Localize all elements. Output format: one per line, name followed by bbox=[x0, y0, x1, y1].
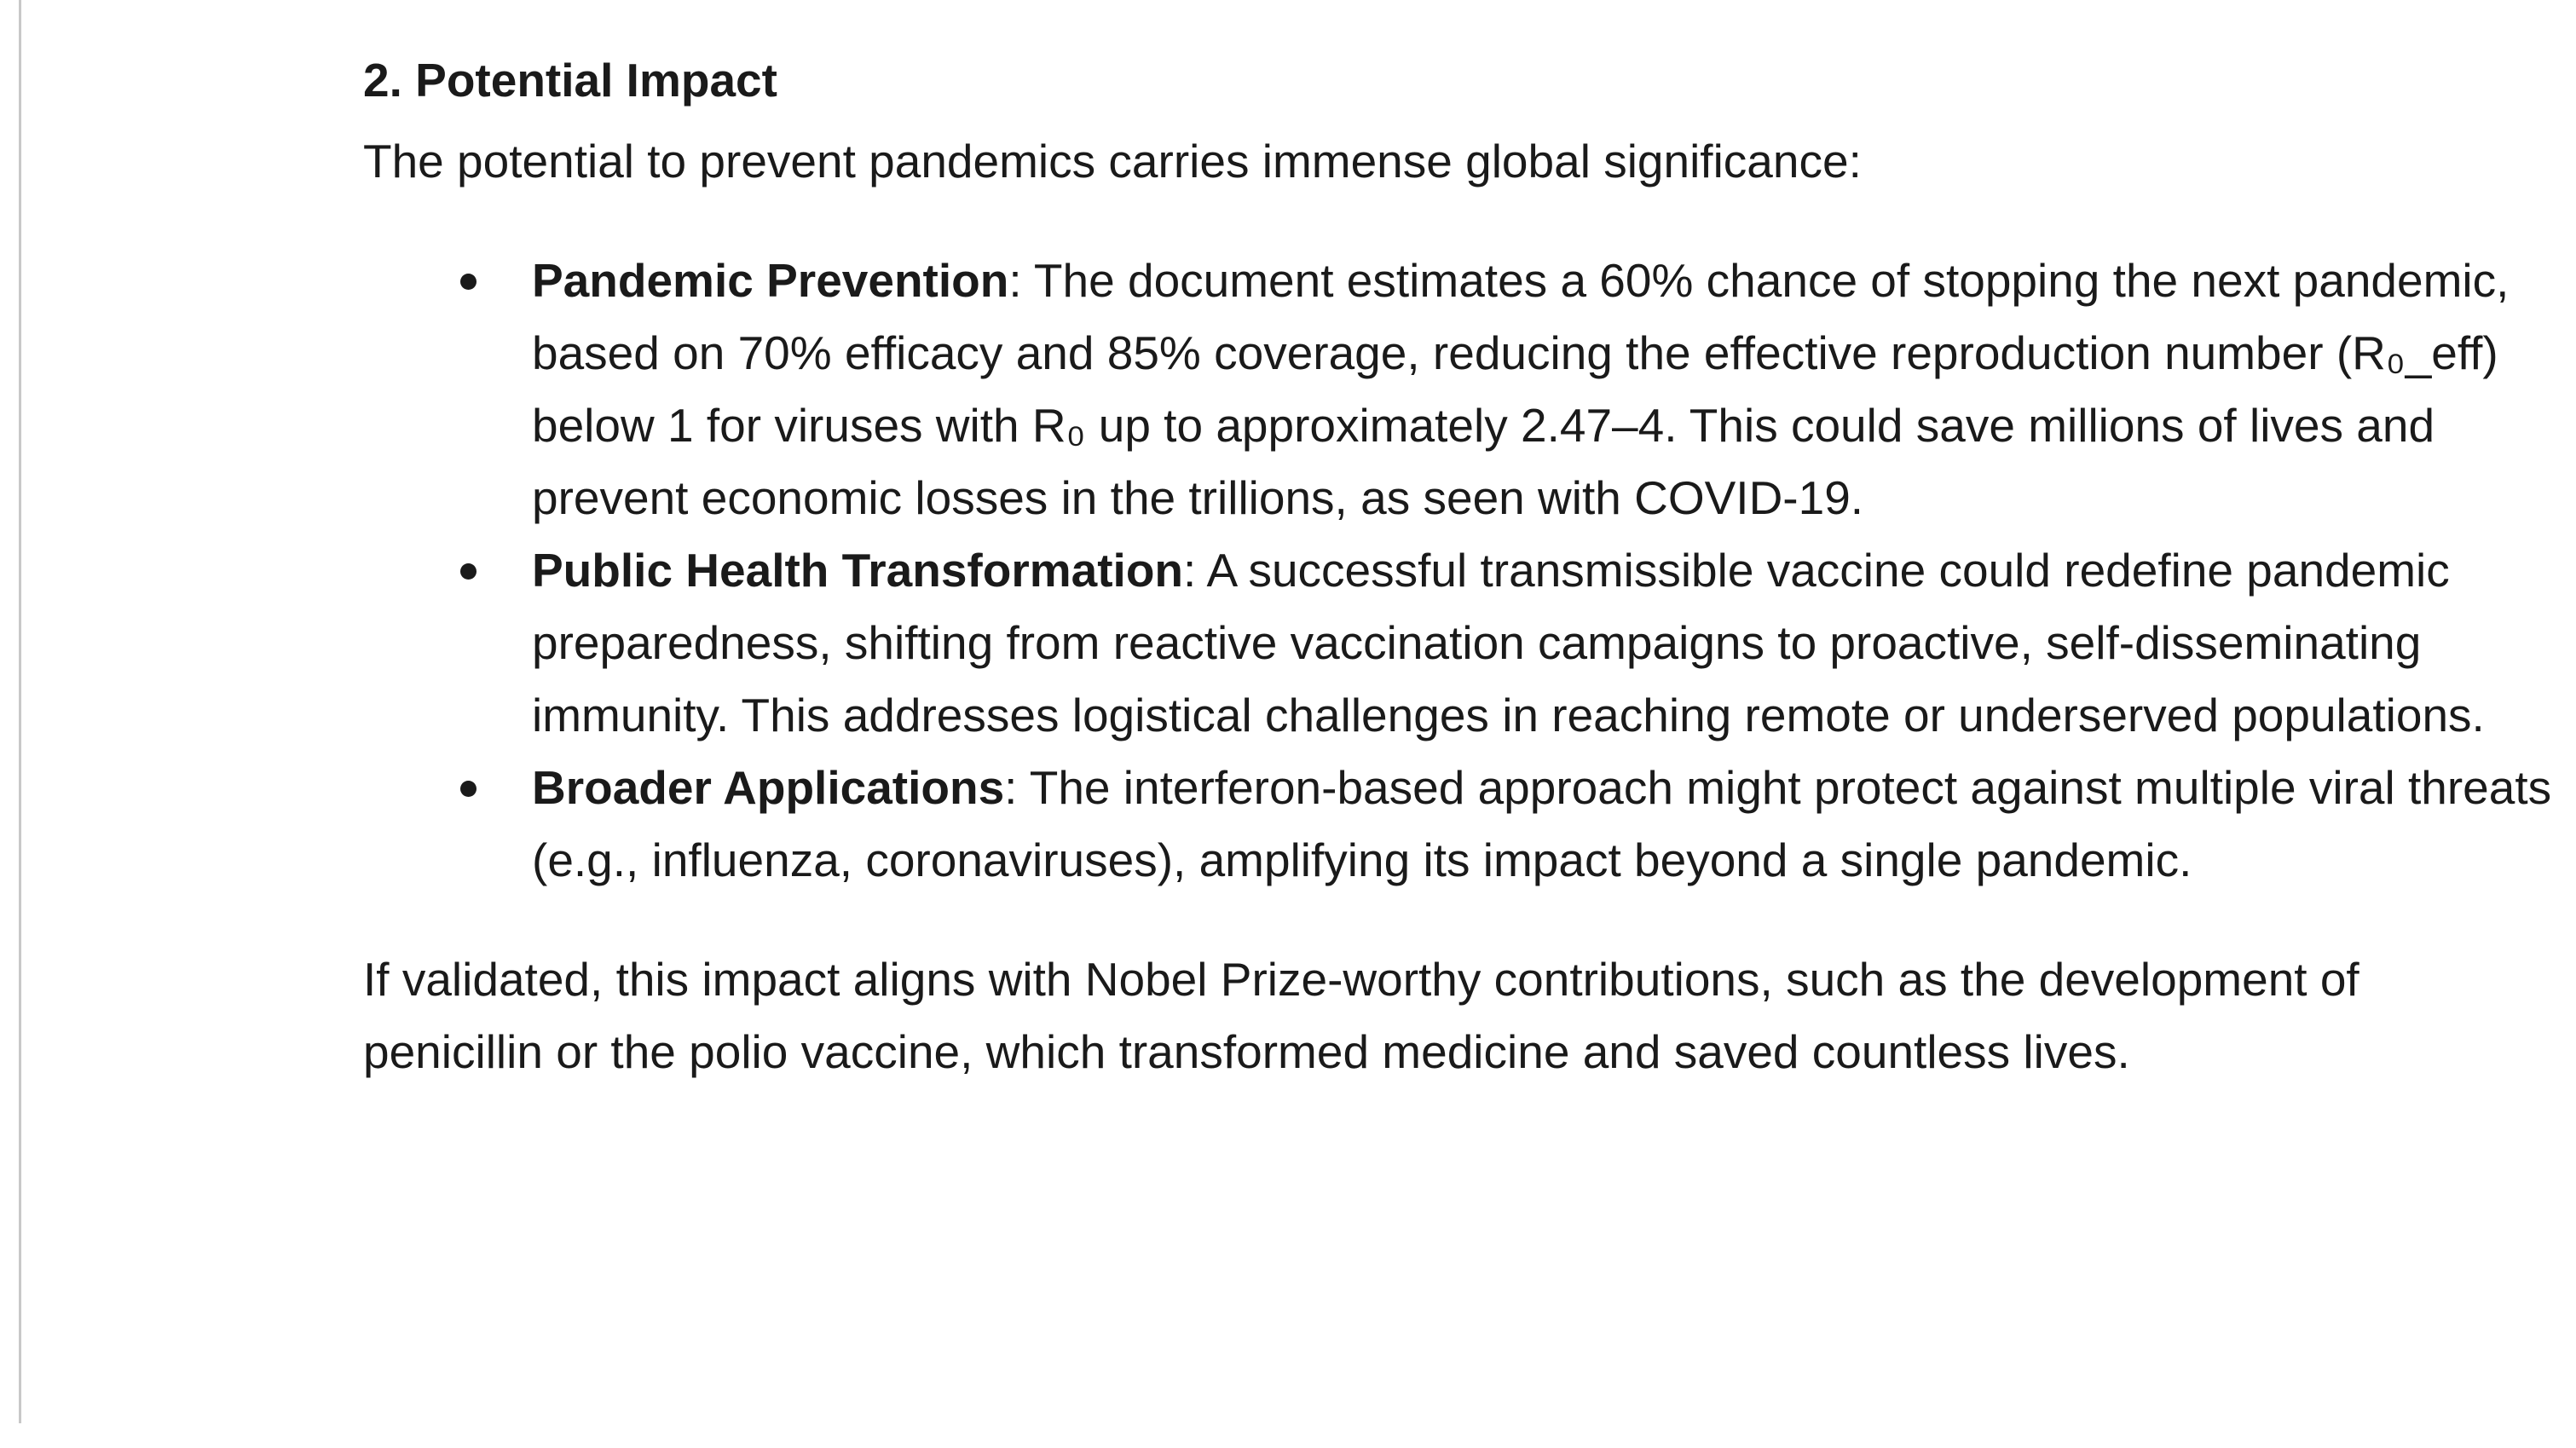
impact-list bbox=[363, 245, 2571, 897]
item-title: Broader Applications bbox=[532, 761, 1005, 814]
intro-paragraph: The potential to prevent pandemics carries immense global significance: bbox=[363, 135, 1862, 187]
bullet-icon bbox=[460, 781, 477, 797]
item-text: : The document estimates a 60% chance of stopping the next pandemic, based on 70% efficacy and 85% coverage, reducing the effective reproduction number (R₀_eff) below 1 for viruses with R₀ up to approximately 2.47–4. This could save millions of lives and prevent economic losses in the trillions, as seen with COVID-19. bbox=[532, 254, 2510, 524]
item-title: Pandemic Prevention bbox=[532, 254, 1009, 307]
document-section bbox=[363, 44, 2571, 1088]
item-text: : The interferon-based approach might protect against multiple viral threats (e.g., influenza, coronaviruses), amplifying its impact beyond a single pandemic. bbox=[532, 761, 2552, 886]
left-border-rule bbox=[19, 0, 21, 1423]
bullet-icon bbox=[460, 274, 477, 290]
item-title: Public Health Transformation bbox=[532, 544, 1184, 597]
bullet-icon bbox=[460, 563, 477, 580]
list-item bbox=[363, 752, 2561, 897]
list-item bbox=[363, 534, 2561, 752]
item-text: : A successful transmissible vaccine could redefine pandemic preparedness, shifting from reactive vaccination campaigns to proactive, self-disseminating immunity. This addresses logistical challenges in reaching remote or underserved populations. bbox=[532, 544, 2485, 741]
list-item bbox=[363, 245, 2561, 534]
section-heading: 2. Potential Impact bbox=[363, 54, 777, 107]
closing-paragraph: If validated, this impact aligns with Nobel Prize-worthy contributions, such as the development of penicillin or the polio vaccine, which transformed medicine and saved countless lives. bbox=[363, 953, 2359, 1078]
